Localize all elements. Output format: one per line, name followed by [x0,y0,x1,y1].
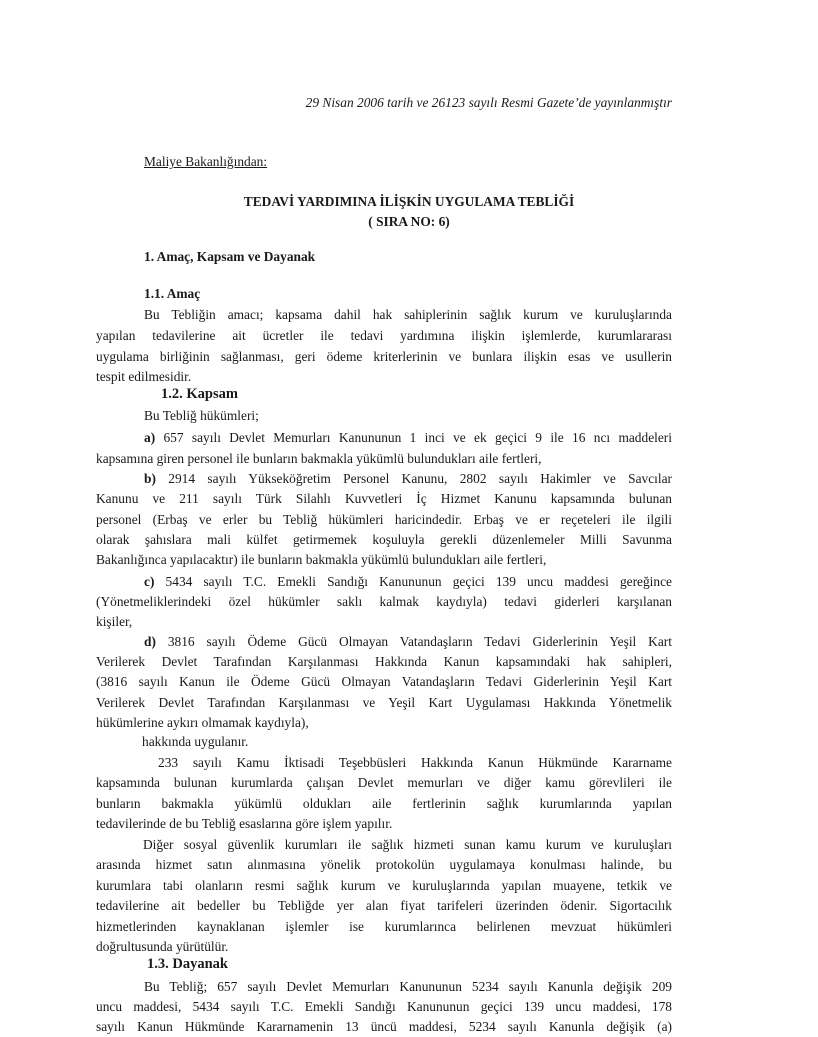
item-b-label: b) [144,471,156,486]
item-d-line: hükümlerine aykırı olmamak kaydıyla), [96,715,309,730]
social-security-paragraph-line: tedavilerine ait bedeller bu Tebliğde yer alan fiyat tarifeleri üzerinden ödenir. Sigortacılık [96,898,672,913]
section-1-1-line: uygulama birliğinin sağlanması, geri ödeme kriterlerinin ve bunlara ilişkin esas ve usullerin [96,349,672,364]
item-d-line: d) 3816 sayılı Ödeme Gücü Olmayan Vatandaşların Tedavi Giderlerinin Yeşil Kart [144,634,672,649]
khk-paragraph-line: kapsamında bulunan kurumlarda çalışan Devlet memurları ve diğer kamu görevlileri ile [96,775,672,790]
social-security-paragraph-line: kurumlara tabi olanların resmi sağlık kurum ve kuruluşlarında yapılan muayene, tetkik ve [96,878,672,893]
khk-paragraph-line: tedavilerinde de bu Tebliğ esaslarına göre işlem yapılır. [96,816,393,831]
item-a-line: kapsamına giren personel ile bunların bakmakla yükümlü bulundukları aile fertleri, [96,451,542,466]
section-1-3-line: Bu Tebliğ; 657 sayılı Devlet Memurları Kanununun 5234 sayılı Kanunla değişik 209 [144,979,672,994]
issuer-line: Maliye Bakanlığından: [144,154,268,169]
item-b-line: Bakanlığınca yapılacaktır) ile bunların bakmakla yükümlü bulundukları aile fertleri, [96,552,547,567]
item-c-line: c) 5434 sayılı T.C. Emekli Sandığı Kanununun geçici 139 uncu maddesi gereğince [144,574,672,589]
section-1-2-intro: Bu Tebliğ hükümleri; [144,408,259,423]
section-1-heading: 1. Amaç, Kapsam ve Dayanak [144,249,316,264]
section-1-2-heading: 1.2. Kapsam [161,386,238,402]
khk-paragraph-line: 233 sayılı Kamu İktisadi Teşebbüsleri Hakkında Kanun Hükmünde Kararname [158,755,672,770]
closing-line: hakkında uygulanır. [142,734,249,749]
item-c-line: (Yönetmeliklerindeki özel hükümler saklı kalmak kaydıyla) tedavi giderleri karşılanan [96,594,672,609]
item-a-line: a) 657 sayılı Devlet Memurları Kanununun 1 inci ve ek geçici 9 ile 16 ncı maddeleri [144,430,672,445]
item-d-line: Verilerek Devlet Tarafından Karşılanması Hakkında Kanun kapsamındaki hak sahipleri, [96,654,672,669]
social-security-paragraph-line: Diğer sosyal güvenlik kurumları ile sağlık hizmeti sunan kamu kurum ve kuruluşları [143,837,672,852]
item-b-line: personel (Erbaş ve erler bu Tebliğ hükümleri haricindedir. Erbaş ve er reçeteleri ile ilgili [96,512,672,527]
section-1-3-heading: 1.3. Dayanak [147,956,228,972]
khk-paragraph-line: bunların bakmakla yükümlü oldukları aile fertlerinin sağlık kurumlarında yapılan [96,796,672,811]
social-security-paragraph-line: hizmetlerinden kaynaklanan işlemler ise kurumlarınca belirlenen mevzuat hükümleri [96,919,672,934]
item-c-label: c) [144,574,155,589]
item-d-line: (3816 sayılı Kanun ile Ödeme Gücü Olmayan Vatandaşların Tedavi Giderlerinin Yeşil Kart [96,674,672,689]
item-c-line: kişiler, [96,614,133,629]
section-1-1-line: tespit edilmesidir. [96,369,192,384]
item-b-line: b) 2914 sayılı Yükseköğretim Personel Kanunu, 2802 sayılı Hakimler ve Savcılar [144,471,672,486]
item-b-line: olarak şahıslara mali külfet getirmemek koşuluyla gerekli düzenlemeler Milli Savunma [96,532,672,547]
section-1-1-line: yapılan tedavilerine ait ücretler ile tedavi yardımına ilişkin işlemlerde, kurumlararası [96,328,672,343]
gazette-note: 29 Nisan 2006 tarih ve 26123 sayılı Resmi Gazete’de yayınlanmıştır [305,95,672,110]
document-title: TEDAVİ YARDIMINA İLİŞKİN UYGULAMA TEBLİĞİ [243,194,575,209]
item-d-label: d) [144,634,156,649]
item-d-line: Verilerek Devlet Tarafından Karşılanması ve Yeşil Kart Uygulaması Hakkında Yönetmelik [96,695,672,710]
social-security-paragraph-line: doğrultusunda yürütülür. [96,939,229,954]
document-subtitle: ( SIRA NO: 6) [368,214,450,229]
social-security-paragraph-line: arasında hizmet satın alınmasına yönelik protokolün uygulamaya konulması halinde, bu [96,857,672,872]
item-a-label: a) [144,430,156,445]
item-b-line: Kanunu ve 211 sayılı Türk Silahlı Kuvvetleri İç Hizmet Kanunu kapsamında bulunan [96,491,672,506]
section-1-1-heading: 1.1. Amaç [144,286,201,301]
section-1-3-line: uncu maddesi, 5434 sayılı T.C. Emekli Sandığı Kanununun geçici 139 uncu maddesi, 178 [96,999,672,1014]
section-1-3-line: sayılı Kanun Hükmünde Kararnamenin 13 üncü maddesi, 5234 sayılı Kanunla değişik (a) [96,1019,672,1034]
section-1-1-line: Bu Tebliğin amacı; kapsama dahil hak sahiplerinin sağlık kurum ve kuruluşlarında [144,307,672,322]
